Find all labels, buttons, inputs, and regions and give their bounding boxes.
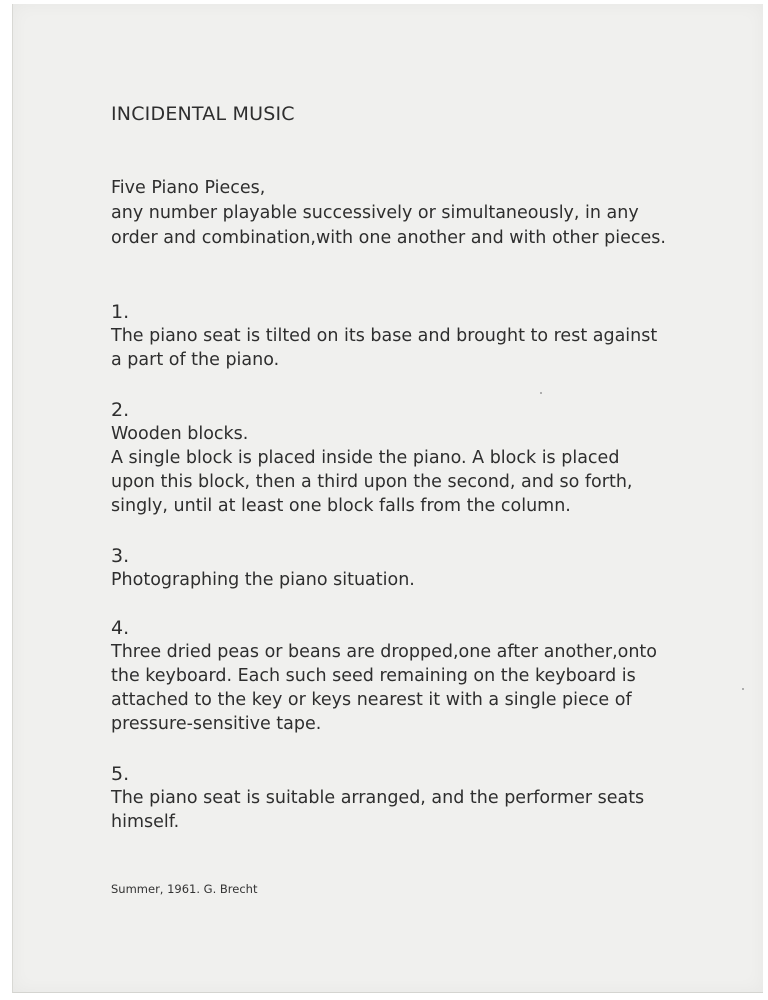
intro-line: order and combination,with one another and with other pieces.: [111, 228, 666, 248]
piece-number: 5.: [111, 763, 130, 785]
piece-1: [111, 300, 657, 372]
piece-line: the keyboard. Each such seed remaining on the keyboard is: [111, 666, 636, 686]
piece-5: [111, 762, 644, 834]
piece-line: The piano seat is suitable arranged, and the performer seats: [111, 788, 645, 808]
piece-line: A single block is placed inside the piano. A block is placed: [111, 448, 620, 468]
intro-line: any number playable successively or simultaneously, in any: [111, 203, 639, 223]
piece-line: a part of the piano.: [111, 350, 280, 370]
piece-line: himself.: [111, 812, 180, 832]
subtitle: Five Piano Pieces,: [111, 178, 266, 198]
piece-number: 3.: [111, 545, 130, 567]
piece-line: upon this block, then a third upon the second, and so forth,: [111, 472, 633, 492]
piece-number: 4.: [111, 617, 130, 639]
paper-speck: [540, 392, 542, 394]
piece-number: 1.: [111, 301, 130, 323]
piece-4: [111, 616, 657, 736]
intro-block: [111, 176, 666, 251]
piece-line: singly, until at least one block falls from the column.: [111, 496, 571, 516]
paper-speck: [742, 688, 744, 690]
footer-signature: Summer, 1961. G. Brecht: [111, 882, 258, 896]
document-title: INCIDENTAL MUSIC: [111, 103, 295, 125]
piece-line: attached to the key or keys nearest it with a single piece of: [111, 690, 632, 710]
piece-line: The piano seat is tilted on its base and brought to rest against: [111, 326, 658, 346]
piece-2: [111, 398, 632, 518]
piece-heading: Wooden blocks.: [111, 424, 249, 444]
piece-3: [111, 544, 415, 592]
piece-line: Photographing the piano situation.: [111, 570, 415, 590]
piece-number: 2.: [111, 399, 130, 421]
piece-line: Three dried peas or beans are dropped,one after another,onto: [111, 642, 658, 662]
piece-line: pressure-sensitive tape.: [111, 714, 322, 734]
